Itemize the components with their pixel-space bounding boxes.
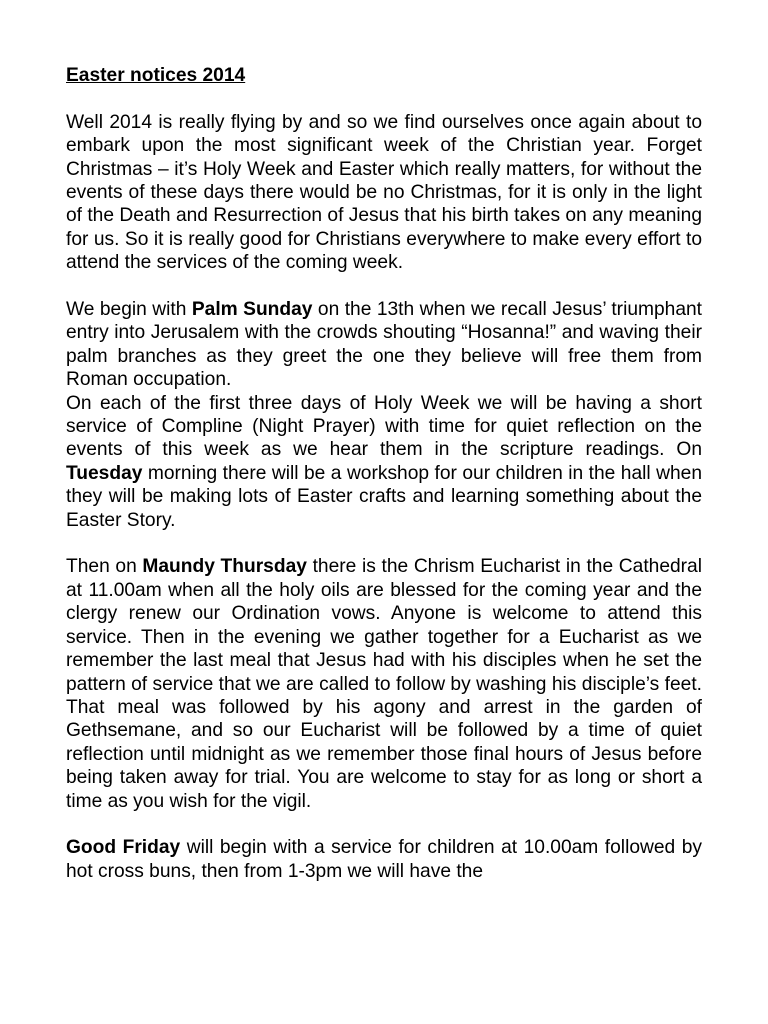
paragraph-spacer — [66, 275, 702, 298]
paragraph-intro: Well 2014 is really flying by and so we find ourselves once again about to embark upon the most significant week of the Christian year. Forget Christmas – it’s Holy Week and Easter which really matters, for without the events of these days there would be no Christmas, for it is only in the light of the Death and Resurrection of Jesus that his birth takes on any meaning for us. So it is really good for Christians everywhere to make every effort to attend the services of the coming week. — [66, 111, 702, 274]
highlight-good-friday: Good Friday — [66, 837, 181, 859]
document-title: Easter notices 2014 — [66, 65, 246, 86]
paragraph-text: will begin with a service for children at 10.00am followed by hot cross buns, then from 1-3pm we will have the — [66, 837, 702, 882]
highlight-tuesday: Tuesday — [66, 462, 143, 484]
paragraph-spacer — [66, 532, 702, 555]
paragraph-maundy-thursday — [66, 555, 702, 812]
paragraph-text: On each of the first three days of Holy Week we will be having a short service of Compline (Night Prayer) with time for quiet reflection on the events of this week as we hear them in the scripture readings. On — [66, 392, 702, 461]
paragraph-holy-week — [66, 392, 702, 532]
paragraph-spacer — [66, 87, 702, 110]
paragraph-text: We begin with — [66, 299, 192, 321]
highlight-palm-sunday: Palm Sunday — [191, 299, 313, 321]
paragraph-text: there is the Chrism Eucharist in the Cathedral at 11.00am when all the holy oils are blessed for the coming year and the clergy renew our Ordination vows. Anyone is welcome to attend this service. Then in the evening we gather together for a Eucharist as we remember the last meal that Jesus had with his disciples when he set the pattern of service that we are called to follow by washing his disciple’s feet. That meal was followed by his agony and arrest in the garden of Gethsemane, and so our Eucharist will be followed by a time of quiet reflection until midnight as we remember those final hours of Jesus before being taken away for trial. You are welcome to stay for as long or short a time as you wish for the vigil. — [66, 556, 702, 812]
highlight-maundy-thursday: Maundy Thursday — [142, 556, 307, 578]
paragraph-text: morning there will be a workshop for our children in the hall when they will be making lots of Easter crafts and learning something about the Easter Story. — [66, 462, 702, 531]
paragraph-good-friday — [66, 836, 702, 883]
paragraph-spacer — [66, 813, 702, 836]
paragraph-palm-sunday — [66, 298, 702, 392]
paragraph-text: Then on — [66, 556, 143, 578]
document-page — [66, 64, 702, 883]
paragraph-text: on the 13th when we recall Jesus’ triumphant entry into Jerusalem with the crowds shouting “Hosanna!” and waving their palm branches as they greet the one they believe will free them from Roman occupation. — [66, 299, 703, 391]
